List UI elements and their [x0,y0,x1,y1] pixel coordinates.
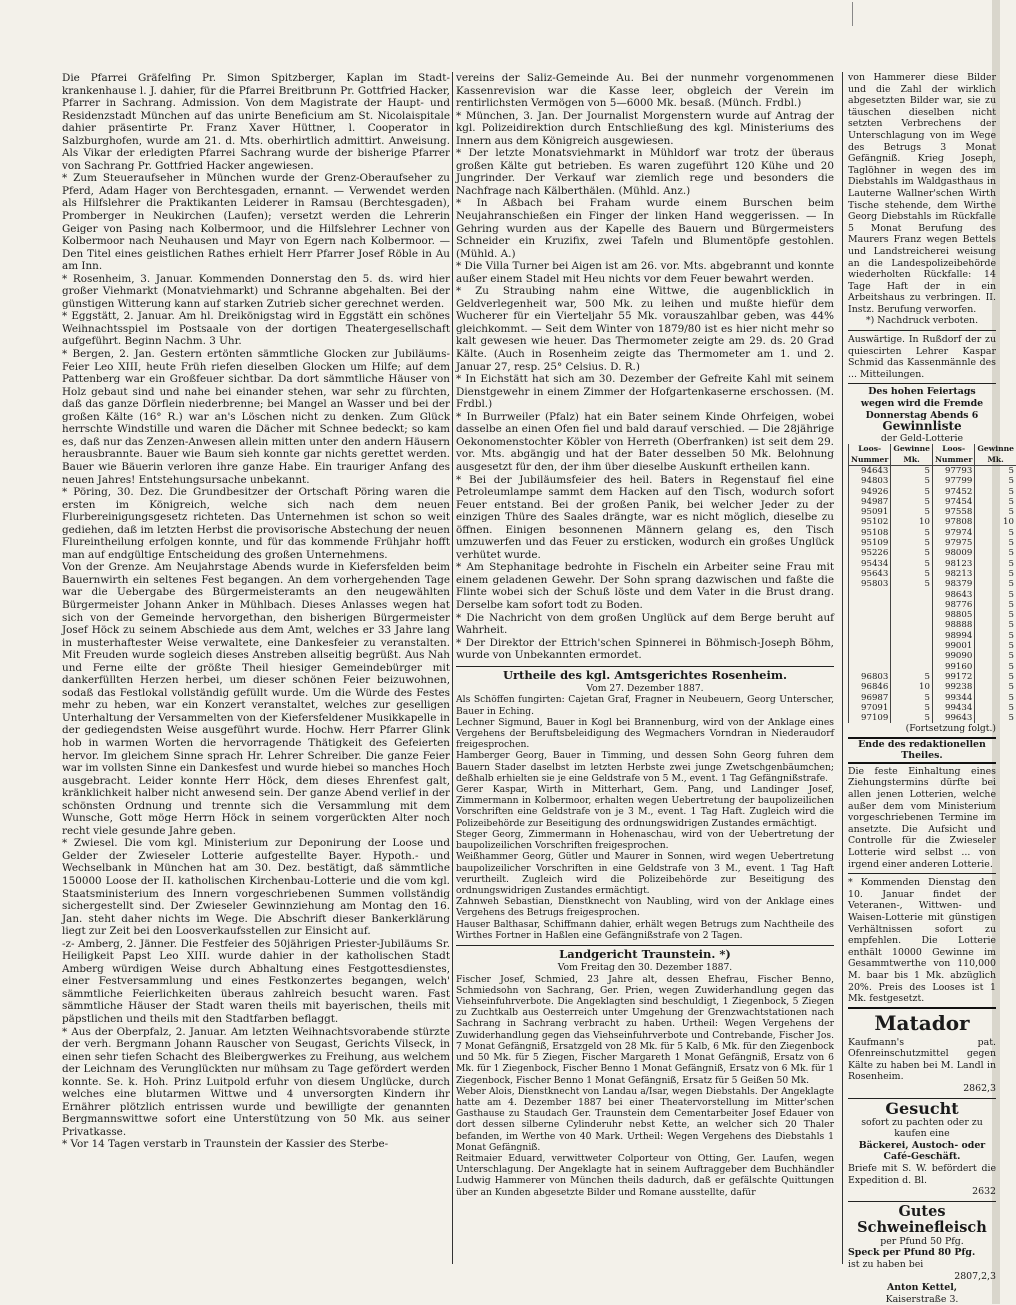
lottery-cell: 98379 [932,579,974,589]
court1-item: Gerer Kaspar, Wirth in Mitterhart, Gem. Pang, und Landinger Josef, Zimmermann in Kolbermoor, erhalten wegen Uebertretung der baupolizeilichen Vorschriften eine Geldstrafe von je 3 M., event. 1 Tag Haft. Zugleich wird die Polizeibehörde zur Beseitigung des ordnungswidrigen Zustandes ermächtigt. [456,784,834,829]
lottery-cell: 98994 [932,631,974,641]
lottery-cell: 99238 [932,682,974,692]
lottery-cell: 5 [975,662,1016,672]
lottery-cell: 95102 [849,517,891,527]
article-burrweiler: * In Burrweiler (Pfalz) hat ein Bater seinem Kinde Ohrfeigen, wobei dasselbe an einen Ofen fiel und bald darauf verschied. — Die 28jährige Oekonomenstochter Köbler von Herreth (Oberfranken) ist seit dem 29. vor. Mts. abgängig und hat der Bater desselben 50 Mk. Belohnung ausgesetzt für den, der ihm über dieselbe Auskunft ertheilen kann. [456,410,834,473]
lottery-cell: 5 [891,538,933,548]
lottery-cell: 97091 [849,703,891,713]
court2-item: Fischer Josef, Schmied, 23 Jahre alt, dessen Ehefrau, Fischer Benno, Schmiedsohn von Sachrang, Ger. Prien, wegen Zuwiderhandlung gegen das Viehseinfuhrverbote. Die Angeklagten sind beschuldigt, 1 Ziegenbock, 5 Ziegen zu Zuchtkalb aus Oesterreich unter Umgehung der Grenzwachtstationen nach Sachrang in Sachrang verbracht zu haben. Urtheil: Wegen Vergehens der Zuwiderhandlung gegen das Viehseinfuhrverbote und Contrebande, Fischer Jos. 7 Monat Gefängniß, Ersatzgeld von 28 Mk. für 5 Kalb, 6 Mk. für den Ziegenbock und 50 Mk. für 5 Ziegen, Fischer Margareth 1 Monat Gefängniß, Ersatz von 6 Mk. für 1 Ziegenbock, Fischer Benno 1 Monat Gefängniß, Ersatz von 6 Mk. für 1 Ziegenbock, Fischer Benno 1 Monat Gefängniß, Ersatz für 5 Geißen 50 Mk. [456,973,834,1086]
article-regenstauf: * Bei der Jubiläumsfeier des heil. Baters in Regenstauf fiel eine Petroleumlampe sammt dem Hacken auf den Tisch, wodurch sofort Feuer entstand. Bei der großen Panik, bei welcher Jeder zu der einzigen Thüre des Saales drängte, war es nicht möglich, dieselbe zu öffnen. Einigen besonnenen Männern gelang es, den Tisch umzuwerfen und das Feuer zu ersticken, wodurch ein großes Unglück verhütet wurde. [456,473,834,561]
lottery-row [849,662,1016,672]
lottery-cell: 5 [891,507,933,517]
court1-item: Weißhammer Georg, Gütler und Maurer in Sonnen, wird wegen Uebertretung baupolizeilicher Vorschriften in eine Geldstrafe von 3 M., event. 1 Tag Haft verurtheilt. Zugleich wird die Polizeibehörde zur Beseitigung des ordnungswidrigen Zustandes ermächtigt. [456,851,834,896]
lottery-cell [891,662,933,672]
lottery-cell: 5 [891,528,933,538]
lottery-cell: 5 [975,548,1016,558]
lottery-row [849,610,1016,620]
lottery-table [848,444,1016,723]
lottery-cell: 94803 [849,476,891,486]
article-oberpfalz: * Aus der Oberpfalz, 2. Januar. Am letzten Weihnachtsvorabende stürzte der verh. Bergmann Johann Rauscher von Seugast, Gerichts Vilseck, in einen sehr tiefen Schacht des Bleibergwerkes zu Freihung, aus welchem der Leichnam des Verunglückten nur mühsam zu Tage gefördert werden konnte. Se. k. Hoh. Prinz Luitpold erfuhr von diesem Unglücke, durch welches eine blutarmen Wittwe und 4 unversorgten Kindern ihr Ernährer plötzlich entrissen wurde und bewilligte der genannten Bergmannswittwe sofort eine Unterstützung von 50 Mk. aus seiner Privatkasse. [62,1025,450,1138]
lottery-cell: 98009 [932,548,974,558]
lottery-row [849,641,1016,651]
court1-title: Urtheile des kgl. Amtsgerichtes Rosenheim. [456,666,834,682]
lottery-cell: 5 [891,579,933,589]
notice-ziehung: Die feste Einhaltung eines Ziehungstermins dürfte bei allen jenen Lotterien, welche außer dem vom Ministerium vorgeschriebenen Termine im ansetzte. Die Aufsicht und Controlle für die Zwieseler Lotterie wird selbst ... von irgend einer anderen Lotterie. [848,765,996,870]
lottery-cell: 5 [975,559,1016,569]
lottery-cell: 5 [975,620,1016,630]
lottery-cell: 94987 [849,497,891,507]
article-saliz: vereins der Saliz-Gemeinde Au. Bei der nunmehr vorgenommenen Kassenrevision war die Kasse leer, obgleich der Verein im rentirlichsten Vermögen von 5—6000 Mk. besaß. (Münch. Frdbl.) [456,72,834,110]
lottery-cell: 99643 [932,713,974,723]
lottery-cell [849,662,891,672]
lottery-cell [891,641,933,651]
lottery-cell: 5 [891,569,933,579]
article-rosenheim: * Rosenheim, 3. Januar. Kommenden Donnerstag den 5. ds. wird hier großer Viehmarkt (Monatviehmarkt) und Schranne abgehalten. Bei der günstigen Witterung kann auf starken Zutrieb sicher gerechnet werden. [62,272,450,310]
lottery-cell: 99160 [932,662,974,672]
ad-gesucht-text1: sofort zu pachten oder zu kaufen eine [861,1116,983,1140]
ad-gesucht-code: 2632 [972,1186,996,1198]
article-fischeln: * Am Stephanitage bedrohte in Fischeln ein Arbeiter seine Frau mit einem geladenen Gewehr. Der Sohn sprang dazwischen und faßte die Flinte wobei sich der Schuß löste und dem Vater in die Brust drang. Derselbe kam sofort todt zu Boden. [456,561,834,611]
ad-gesucht-title: Gesucht [848,1098,996,1117]
article-eggstaett: * Eggstätt, 2. Januar. Am hl. Dreikönigstag wird in Eggstätt ein schönes Weihnachtsspiel im Postsaale von der dortigen Theatergesellschaft aufgeführt. Beginn Nachm. 3 Uhr. [62,310,450,348]
court1-item: Zahnweh Sebastian, Dienstknecht von Naubling, wird von der Anklage eines Vergehens des Betrugs freigesprochen. [456,896,834,919]
court2-item: Weber Alois, Dienstknecht von Landau a/Isar, wegen Diebstahls. Der Angeklagte hatte am 4. Dezember 1887 bei einer Theatervorstellung im Mitter'schen Gasthause zu Staudach Ger. Traunstein dem Cementarbeiter Josef Edauer von dort dessen silberne Cylinderuhr nebst Kette, an welcher sich 20 Thaler befanden, im Werthe von 40 Mark. Urtheil: Wegen Vergehens des Diebstahls 1 Monat Gefängniß. [456,1085,834,1153]
lottery-cell [849,641,891,651]
court2-item: Reitmaier Eduard, verwittweter Colporteur von Otting, Ger. Laufen, wegen Unterschlagung. Der Angeklagte hat in seinem Auftraggeber dem Buchhändler Ludwig Hammerer von München theils dadurch, daß er gefälschte Quittungen über an Kunden abgesetzte Bilder und Romane ausstellte, dafür [456,1152,834,1198]
lottery-row [849,538,1016,548]
article-traunstein: * Vor 14 Tagen verstarb in Traunstein der Kassier des Sterbe- [62,1138,389,1151]
lottery-cell: 97975 [932,538,974,548]
lottery-row [849,559,1016,569]
lottery-cell [849,620,891,630]
lottery-row [849,651,1016,661]
lottery-cell: 10 [891,682,933,692]
lottery-cell: 97808 [932,517,974,527]
lottery-cell: 94643 [849,466,891,477]
lottery-cell: 99090 [932,651,974,661]
lottery-col-header: Gewinne Mk. [891,444,933,465]
lottery-row [849,507,1016,517]
lottery-cell: 5 [975,713,1016,723]
lottery-row [849,476,1016,486]
lottery-cell: 5 [975,600,1016,610]
lottery-rows [849,466,1016,724]
ad-speck-line1: per Pfund 50 Pfg. [880,1235,964,1247]
article-eichstaett: * In Eichstätt hat sich am 30. Dezember der Gefreite Kahl mit seinem Dienstgewehr in einem Zimmer der Hofgartenkaserne erschossen. (M. Frdbl.) [456,373,834,411]
page-corner-mark [852,2,993,26]
lottery-col-header: Gewinne Mk. [975,444,1016,465]
lottery-row [849,579,1016,589]
lottery-cell: 5 [891,487,933,497]
lottery-col-header: Loos-Nummer [932,444,974,465]
lottery-cell: 5 [975,693,1016,703]
lottery-cell: 97454 [932,497,974,507]
lottery-cell: 99434 [932,703,974,713]
lottery-cell: 96987 [849,693,891,703]
notice-veteranen: * Kommenden Dienstag den 10. Januar findet der Veteranen-, Wittwen- und Waisen-Lotterie mit günstigen Verhältnissen sofort zu empfehlen. Die Lotterie enthält 10000 Gewinne im Gesammtwerthe von 110,000 M. baar bis 1 Mk. abzüglich 20%. Preis des Looses ist 1 Mk. festgesetzt. [848,877,996,1005]
court1-item: Als Schöffen fungirten: Cajetan Graf, Fragner in Neubeuern, Georg Unterscher, Bauer in Eching. [456,694,834,717]
lottery-col-header: Loos-Nummer [849,444,891,465]
lottery-cell: 5 [975,507,1016,517]
lottery-cell [891,620,933,630]
article-straubing: * Zu Straubing nahm eine Wittwe, die augenblicklich in Geldverlegenheit war, 500 Mk. zu leihen und mußte hiefür dem Wucherer für ein Vierteljahr 55 Mk. vorauszahlbar geben, was 44% gleichkommt. — Seit dem Winter von 1879/80 ist es hier nicht mehr so kalt gewesen wie heuer. Das Thermometer zeigte am 29. ds. 20 Grad Kälte. (Auch in Rosenheim zeigte das Thermometer am 1. und 2. Januar 27, resp. 25° Celsius. D. R.) [456,285,834,373]
article-nachricht: * Die Nachricht von dem großen Unglück auf dem Berge beruht auf Wahrheit. [456,611,834,637]
lottery-cell: 5 [891,476,933,486]
column-rule-1 [452,72,453,1264]
lottery-cell [849,600,891,610]
lottery-cell: 98776 [932,600,974,610]
lottery-cell [891,651,933,661]
lottery-continued: (Fortsetzung folgt.) [905,723,996,735]
lottery-cell: 5 [891,559,933,569]
court2-date: Vom Freitag den 30. Dezember 1887. [557,962,733,974]
lottery-row [849,497,1016,507]
lottery-row [849,466,1016,477]
article-hammerer: von Hammerer diese Bilder und die Zahl der wirklich abgesetzten Bilder war, sie zu täuschen dieselben nicht setzten Verbrechens der Unterschlagung von im Wege des Betrugs 3 Monat Gefängniß. Krieg Joseph, Taglöhner in wegen des im Diebstahls im Waldgasthaus in Lauterne Wallner'schen Wirth Tische stehende, dem Wirthe Georg Diebstahls im Rückfalle 5 Monat Berufung des Maurers Franz wegen Bettels und Landstreicherei weisung an die Landespolizeibehörde wiederholten Rückfalle: 14 Tage Haft der in ein Arbeitshaus zu verbringen. II. Instz. Berufung verworfen. [848,72,996,315]
lottery-cell: 5 [975,703,1016,713]
lottery-cell: 97793 [932,466,974,477]
lottery-banner-2: wegen wird die Fremde [860,398,984,410]
lottery-cell: 97109 [849,713,891,723]
article-muenchen: * München, 3. Jan. Der Journalist Morgenstern wurde auf Antrag der kgl. Polizeidirektion durch Entschließung des kgl. Ministeriums des Innern aus dem Königreich ausgewiesen. [456,109,834,147]
lottery-cell: 98643 [932,590,974,600]
article-assbach: * In Aßbach bei Fraham wurde einem Burschen beim Neujahranschießen ein Finger der linken Hand weggerissen. — In Gehring wurden aus der Kapelle des Bauern und Bürgermeisters Schneider ein Kruzifix, zwei Tafeln und Blumentöpfe gestohlen. (Mühld. A.) [456,197,834,260]
lottery-cell: 95226 [849,548,891,558]
lottery-row [849,600,1016,610]
lottery-cell: 5 [891,693,933,703]
lottery-cell: 95434 [849,559,891,569]
lottery-cell: 97452 [932,487,974,497]
lottery-cell: 97974 [932,528,974,538]
lottery-row [849,620,1016,630]
lottery-cell: 98805 [932,610,974,620]
lottery-cell: 98213 [932,569,974,579]
lottery-cell [849,590,891,600]
ad-gesucht-text2: Bäckerei, Austoch- oder Café-Geschäft. [858,1139,986,1163]
lottery-cell: 5 [975,672,1016,682]
court1-item: Lechner Sigmund, Bauer in Kogl bei Brannenburg, wird von der Anklage eines Vergehens der Beruftsbeleidigung des Wegmachers Vorndran in Niederaudorf freigesprochen. [456,716,834,751]
ad-speck-line2: Speck per Pfund 80 Pfg. [848,1247,976,1259]
column-3 [848,72,1014,1305]
article-muehldorf: * Der letzte Monatsviehmarkt in Mühldorf war trotz der überaus großen Kälte gut betrieben. Es waren zugeführt 120 Kühe und 20 Jungrinder. Der Verkauf war ziemlich rege und besonders die Nachfrage nach Kälberthälen. (Mühld. Anz.) [456,147,834,197]
lottery-cell: 95108 [849,528,891,538]
lottery-cell: 5 [975,651,1016,661]
lottery-cell: 98123 [932,559,974,569]
lottery-cell: 10 [975,517,1016,527]
lottery-subheading: der Geld-Lotterie [880,432,964,444]
lottery-cell: 95109 [849,538,891,548]
lottery-cell: 5 [975,610,1016,620]
lottery-cell: 94926 [849,487,891,497]
court2-title: Landgericht Traunstein. *) [456,945,834,961]
lottery-row [849,548,1016,558]
lottery-cell: 5 [975,497,1016,507]
lottery-cell: 99344 [932,693,974,703]
lottery-row [849,682,1016,692]
article-direktor: * Der Direktor der Ettrich'schen Spinnerei in Böhmisch-Joseph Böhm, wurde von Unbekannten ermordet. [456,636,834,662]
lottery-row [849,528,1016,538]
article-amberg: -z- Amberg, 2. Jänner. Die Festfeier des 50jährigen Priester-Jubiläums Sr. Heiligkeit Papst Leo XIII. wurde dahier in der katholischen Stadt Amberg würdigen Weise durch Abhaltung eines Festgottesdienstes, einer Festversammlung und eines Festkonzertes begangen, welch' sämmtliche Feierlichkeiten überaus zahlreich besucht waren. Fast sämmtliche Häuser der Stadt waren theils mit bayerischen, theils mit päpstlichen und theils mit den Stadtfarben beflaggt. [62,937,450,1026]
lottery-cell: 5 [975,466,1016,477]
lottery-cell: 5 [891,466,933,477]
lottery-cell: 95803 [849,579,891,589]
lottery-cell: 5 [975,476,1016,486]
lottery-row [849,590,1016,600]
lottery-cell: 5 [975,641,1016,651]
article-bergen: * Bergen, 2. Jan. Gestern ertönten sämmtliche Glocken zur Jubiläums-Feier Leo XIII, heute Früh riefen dieselben Glocken um Hilfe; auf dem Pattenberg war ein Großfeuer sichtbar. Da dort sämmtliche Häuser von Holz gebaut sind und nahe bei einander stehen, war sehr zu fürchten, daß das ganze Dörflein niederbrenne; bei Mangel an Wasser und bei der großen Kälte (16° R.) war an's Löschen nicht zu denken. Zum Glück herrschte Windstille und waren die Dächer mit Schnee bedeckt; so kam es, daß nur das Zenzen-Anwesen allein mitten unter den andern Häusern herausbrannte. Bauer wie Baum sieh konnte gar nichts gerettet werden. Bauer wie Bäuerin verloren ihre ganze Habe. Ein trauriger Anfang des neuen Jahres! Entstehungsursache unbekannt. [62,348,450,486]
lottery-cell: 5 [891,713,933,723]
article-aigen: * Die Villa Turner bei Aigen ist am 26. vor. Mts. abgebrannt und konnte außer einem Stadel mit Heu nichts vor dem Feuer bewahrt werden. [456,260,834,285]
lottery-row [849,569,1016,579]
lottery-cell: 97558 [932,507,974,517]
court1-item: Hauser Balthasar, Schiffmann dahier, erhält wegen Betrugs zum Nachtheile des Wirthes Fortner in Haßlen eine Gefängnißstrafe von 2 Tagen. [456,918,834,941]
lottery-box [848,383,1014,763]
ad-matador-code: 2862,3 [963,1083,996,1095]
lottery-cell: 96846 [849,682,891,692]
lottery-row [849,672,1016,682]
lottery-cell [849,631,891,641]
ad-speck-line3: ist zu haben bei [848,1259,924,1270]
lottery-cell: 5 [891,548,933,558]
ad-speck-code: 2807,2,3 [954,1270,996,1282]
court1-item: Hamberger Georg, Bauer in Timming, und dessen Sohn Georg fuhren dem Bauern Stader daselbst im letzten Herbste zwei junge Zwetschgenbäumchen; deßhalb erhielten sie je eine Geldstrafe von 5 M., event. 1 Tag Gefängnißstrafe. [456,750,834,784]
reprint-note: *) Nachdruck verboten. [865,315,979,327]
column-1 [62,72,450,1266]
lottery-cell: 5 [891,497,933,507]
lottery-row [849,703,1016,713]
lottery-cell: 5 [975,590,1016,600]
lottery-row [849,487,1016,497]
lottery-banner-1: Des hohen Feiertags [868,386,976,398]
notice-auswaertige: Auswärtige. In Rußdorf der zu quiescirten Lehrer Kaspar Schmid das Kassenmännle des ... Mitteilungen. [848,334,996,380]
lottery-row [849,693,1016,703]
lottery-cell: 98888 [932,620,974,630]
ad-matador-title: Matador [848,1007,996,1035]
divider [848,873,996,874]
ad-speck-address: Kaiserstraße 3. [885,1293,959,1305]
lottery-cell: 10 [891,517,933,527]
lottery-cell [891,610,933,620]
lottery-row [849,517,1016,527]
lottery-cell: 5 [975,487,1016,497]
article-steueraufseher: * Zum Steueraufseher in München wurde der Grenz-Oberaufseher zu Pferd, Adam Hager von Berchtesgaden, ernannt. — Verwendet werden als Hilfslehrer die Praktikanten Leiderer in Ramsau (Berchtesgaden), Promberger in Neukirchen (Laufen); versetzt werden die Lehrerin Geiger von Pasing nach Kolbermoor, und die Hilfslehrer Lechner von Kolbermoor nach Neuhausen und Mayr von Egern nach Kolbermoor. — Den Titel eines geistlichen Rathes erhielt Herr Pfarrer Josef Röble in Au am Inn. [62,172,450,273]
ad-speck-name: Anton Kettel, [886,1282,958,1294]
lottery-banner-3: Donnerstag Abends 6 [865,409,979,421]
lottery-cell: 99001 [932,641,974,651]
lottery-cell: 5 [975,569,1016,579]
divider [848,330,996,331]
lottery-row [849,631,1016,641]
lottery-cell: 95643 [849,569,891,579]
lottery-cell: 5 [975,682,1016,692]
end-editorial: Ende des redaktionellen Theiles. [848,737,996,764]
ad-gesucht-text3: Briefe mit S. W. befördert die Expedition d. Bl. [848,1163,996,1186]
lottery-cell: 96803 [849,672,891,682]
lottery-cell: 5 [975,579,1016,589]
lottery-row [849,713,1016,723]
lottery-cell: 97799 [932,476,974,486]
article-poering: * Pöring, 30. Dez. Die Grundbesitzer der Ortschaft Pöring waren die ersten im Königreich, welche sich nach dem neuen Flurbereinigungsgesetz richteten. Das Unternehmen ist schon so weit gediehen, daß im letzten Herbst die provisorische Abstechung der neuen Flureintheilung erfolgen konnte, und für das kommende Frühjahr hofft man auf endgültige Entscheidung des großen Unternehmens. [62,486,450,561]
article-zwiesel: * Zwiesel. Die vom kgl. Ministerium zur Deponirung der Loose und Gelder der Zwieseler Lotterie aufgestellte Bayer. Hypoth.- und Wechselbank in München hat am 30. Dez. bestätigt, daß sämmtliche 150000 Loose der II. katholischen Kirchenbau-Lotterie und die vom kgl. Staatsministerium des Innern vorgeschriebenen Summen vollständig sichergestellt sind. Der Zwieseler Gewinnziehung am Montag den 16. Jan. steht daher nichts im Wege. Die Abschrift dieser Bankerklärung liegt zur Zeit bei den Loosverkaufsstellen zur Einsicht auf. [62,837,450,938]
ad-speck-title: Gutes Schweinefleisch [848,1201,996,1236]
lottery-cell: 95091 [849,507,891,517]
lottery-cell [891,600,933,610]
lottery-cell [891,631,933,641]
column-2 [456,72,834,1266]
lottery-cell [849,610,891,620]
court1-date: Vom 27. Dezember 1887. [586,683,704,695]
lottery-cell [849,651,891,661]
ad-matador-text: Kaufmann's pat. Ofenreinschutzmittel gegen Kälte zu haben bei M. Landl in Rosenheim. [848,1036,996,1083]
lottery-cell: 5 [975,631,1016,641]
article-von-der-grenze: Von der Grenze. Am Neujahrstage Abends wurde in Kiefersfelden beim Bauernwirth ein seltenes Fest begangen. An dem vorhergehenden Tage war die Uebergabe des Bürgermeisteramts an den neugewählten Bürgermeister Johann Anker in Mühlbach. Dieses Anlasses wegen hat sich von der Gemeinde hervorgethan, den bisherigen Bürgermeister Josef Höck zu seinem Abschiede aus dem Amt, welches er 33 Jahre lang in musterhaftester Weise verwaltete, eine Dankesfeier zu veranstalten. Mit Freuden wurde sogleich dieses Anstreben allseitig begrüßt. Aus Nah und Ferne eilte der größte Theil hiesiger Gemeindebürger mit dankerfüllten Herzen herbei, um dieser schönen Feier beizuwohnen, sodaß das Festlokal vollständig gefüllt wurde. Um die Würde des Festes mehr zu heben, war ein Konzert veranstaltet, welches zur geselligen Unterhaltung der Versammelten von der Kiefersfeldener Musikkapelle in der gediegendsten Weise ausgeführt wurde. Hochw. Herr Pfarrer Glink hob in warmen Worten die hervorragende Thätigkeit des Gefeierten hervor. Im gleichem Sinne sprach Hr. Lehrer Schreiber. Die ganze Feier war im vollsten Sinne ein Dankesfest und wurde hiebei so manches Hoch ausgebracht. Leider konnte Herr Höck, dem dieses Ehrenfest galt, kränklichkeit halber nicht anwesend sein. Der ganze Abend verlief in der schönsten Ordnung und trennte sich die Versammlung mit dem Wunsche, Gott möge Herrn Höck in seinem vorgerückten Alter noch recht viele gesunde Jahre geben. [62,561,450,837]
lottery-cell [891,590,933,600]
lottery-cell: 5 [891,672,933,682]
lottery-cell: 5 [891,703,933,713]
lottery-cell: 99172 [932,672,974,682]
column-rule-2 [842,72,843,1264]
article-pfarrei: Die Pfarrei Gräfelfing Pr. Simon Spitzberger, Kaplan im Stadt-krankenhause l. J. dahier, für die Pfarrei Breitbrunn Pr. Gottfried Hacker, Pfarrer in Sachrang. Admission. Von dem Magistrate der Haupt- und Residenzstadt München auf das unirte Beneficium am St. Nicolaispitale dahier präsentirte Pr. Franz Xaver Hüttner, l. Cooperator in Salzburghofen, wurde am 21. d. Mts. oberhirtlich admittirt. Anweisung. Als Vikar der erledigten Pfarrei Sachrang wurde der bisherige Pfarrer von Sachrang Pr. Gottfried Hacker angewiesen. [62,72,450,172]
court1-item: Steger Georg, Zimmermann in Hohenaschau, wird von der Uebertretung der baupolizeilichen Vorschriften freigesprochen. [456,828,834,852]
lottery-cell: 5 [975,528,1016,538]
lottery-heading: Gewinnliste [882,419,962,434]
lottery-cell: 5 [975,538,1016,548]
